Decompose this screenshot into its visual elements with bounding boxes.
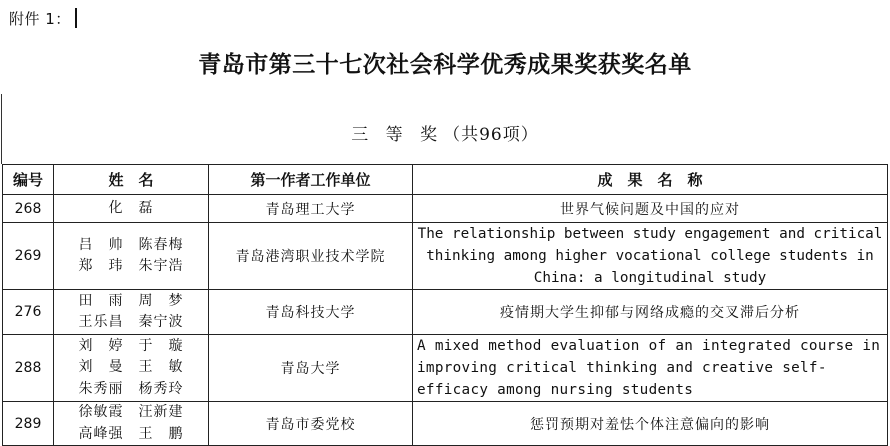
row-names <box>54 335 209 402</box>
table-row <box>3 290 888 335</box>
row-id: 269 <box>3 223 54 290</box>
row-names <box>54 290 209 335</box>
row-result: 世界气候问题及中国的应对 <box>413 195 888 223</box>
attachment-label: 附件 1： <box>9 8 77 29</box>
row-unit: 青岛大学 <box>209 335 413 402</box>
row-unit: 青岛港湾职业技术学院 <box>209 223 413 290</box>
row-result: 疫情期大学生抑郁与网络成瘾的交叉滞后分析 <box>413 290 888 335</box>
row-unit: 青岛理工大学 <box>209 195 413 223</box>
row-unit: 青岛市委党校 <box>209 402 413 446</box>
row-id: 268 <box>3 195 54 223</box>
author-line: 高峰强 王 鹏 <box>78 425 184 442</box>
table-row <box>3 223 888 290</box>
header-unit: 第一作者工作单位 <box>209 165 413 195</box>
row-result: The relationship between study engagement and critical thinking among higher vocational college students in China: a longitudinal study <box>413 223 888 290</box>
author-line: 田 雨 周 梦 <box>78 292 184 309</box>
author-line: 吕 帅 陈春梅 <box>78 236 184 253</box>
author-line: 刘 婷 于 璇 <box>78 337 184 354</box>
table-header-row <box>3 165 888 195</box>
table-row <box>3 195 888 223</box>
row-id: 276 <box>3 290 54 335</box>
row-id: 288 <box>3 335 54 402</box>
row-result: A mixed method evaluation of an integrated course in improving critical thinking and creative self-efficacy among nursing students <box>413 335 888 402</box>
header-id: 编号 <box>3 165 54 195</box>
table-row <box>3 335 888 402</box>
text-cursor <box>75 8 77 28</box>
author-line: 刘 曼 王 敏 <box>78 359 184 376</box>
row-names <box>54 195 209 223</box>
header-names: 姓 名 <box>54 165 209 195</box>
document-title: 青岛市第三十七次社会科学优秀成果奖获奖名单 <box>198 51 692 78</box>
row-id: 289 <box>3 402 54 446</box>
prize-name: 三 等 奖 <box>351 125 444 145</box>
award-table <box>2 164 888 446</box>
prize-heading <box>0 120 890 145</box>
table-row <box>3 402 888 446</box>
author-line: 朱秀丽 杨秀玲 <box>78 380 184 397</box>
author-line: 化 磊 <box>108 199 154 216</box>
header-result: 成 果 名 称 <box>413 165 888 195</box>
prize-count: （共96项） <box>443 125 539 145</box>
row-unit: 青岛科技大学 <box>209 290 413 335</box>
author-line: 郑 玮 朱宇浩 <box>78 258 184 274</box>
row-names <box>54 223 209 290</box>
author-line: 徐敏霞 汪新建 <box>78 404 184 420</box>
row-result: 惩罚预期对羞怯个体注意偏向的影响 <box>413 402 888 446</box>
row-names <box>54 402 209 446</box>
author-line: 王乐昌 秦宁波 <box>78 314 184 330</box>
